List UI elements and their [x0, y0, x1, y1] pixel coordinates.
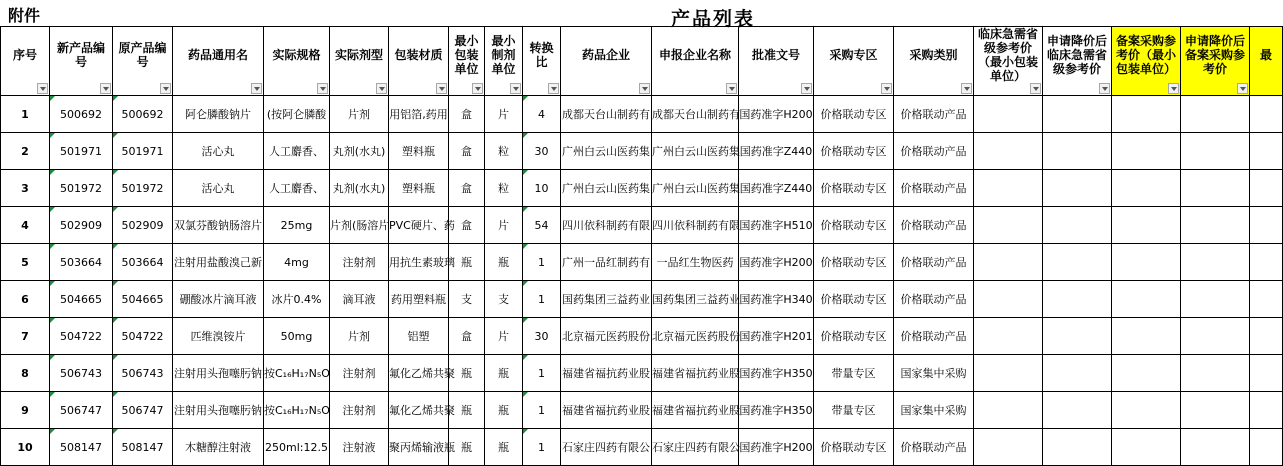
table-cell[interactable]: 北京福元医药股份	[561, 318, 652, 355]
filter-dropdown-icon[interactable]	[251, 83, 262, 94]
table-cell[interactable]: 氟化乙烯共聚	[389, 392, 449, 429]
table-cell[interactable]	[1043, 170, 1112, 207]
table-cell[interactable]: 503664	[113, 244, 173, 281]
header-row	[1, 27, 1283, 96]
header-cell: 备案采购参考价（最小包装单位）	[1112, 27, 1181, 96]
table-cell[interactable]: 盒	[449, 96, 485, 133]
table-cell[interactable]: 木糖醇注射液	[173, 429, 264, 466]
table-cell[interactable]: 价格联动产品	[894, 96, 974, 133]
table-cell[interactable]: 盒	[449, 207, 485, 244]
header-cell: 最小制剂单位	[485, 27, 523, 96]
table-cell[interactable]: 国药准字Z440	[739, 133, 814, 170]
table-cell[interactable]: 瓶	[485, 355, 523, 392]
header-cell: 药品企业	[561, 27, 652, 96]
table-cell[interactable]: 7	[1, 318, 50, 355]
table-cell[interactable]: 3	[1, 170, 50, 207]
table-row	[1, 281, 1283, 318]
table-row	[1, 244, 1283, 281]
table-cell[interactable]: PVC硬片、药	[389, 207, 449, 244]
table-cell[interactable]	[974, 244, 1043, 281]
table-cell[interactable]: 活心丸	[173, 133, 264, 170]
table-cell[interactable]: 双氯芬酸钠肠溶片	[173, 207, 264, 244]
table-cell[interactable]: 片剂	[330, 318, 389, 355]
table-cell[interactable]: 片剂	[330, 96, 389, 133]
table-cell[interactable]	[974, 281, 1043, 318]
table-cell[interactable]	[974, 392, 1043, 429]
filter-dropdown-icon[interactable]	[376, 83, 387, 94]
table-cell[interactable]: 片	[485, 96, 523, 133]
table-cell[interactable]: 冰片0.4%	[264, 281, 330, 318]
filter-dropdown-icon[interactable]	[1168, 83, 1179, 94]
table-cell[interactable]: 价格联动专区	[814, 133, 894, 170]
table-cell[interactable]	[1181, 170, 1250, 207]
table-cell[interactable]: 价格联动产品	[894, 207, 974, 244]
table-cell[interactable]	[1250, 133, 1283, 170]
table-cell[interactable]: 用铝箔,药用	[389, 96, 449, 133]
table-cell[interactable]: 2	[1, 133, 50, 170]
table-cell[interactable]: 石家庄四药有限公	[652, 429, 739, 466]
header-cell: 实际剂型	[330, 27, 389, 96]
table-cell[interactable]: 价格联动产品	[894, 429, 974, 466]
table-cell[interactable]: 注射用头孢噻肟钠	[173, 392, 264, 429]
table-cell[interactable]	[1112, 133, 1181, 170]
table-cell[interactable]	[1250, 96, 1283, 133]
table-cell[interactable]: 阿仑膦酸钠片	[173, 96, 264, 133]
table-cell[interactable]: 注射剂	[330, 355, 389, 392]
filter-dropdown-icon[interactable]	[548, 83, 559, 94]
table-cell[interactable]: 价格联动专区	[814, 170, 894, 207]
table-cell[interactable]: 国药准字H350	[739, 392, 814, 429]
table-row	[1, 207, 1283, 244]
filter-dropdown-icon[interactable]	[1099, 83, 1110, 94]
product-table	[0, 26, 1283, 466]
table-cell[interactable]	[1043, 96, 1112, 133]
table-cell[interactable]: 506747	[113, 392, 173, 429]
table-row	[1, 429, 1283, 466]
table-cell[interactable]: 粒	[485, 133, 523, 170]
table-cell[interactable]: 50mg	[264, 318, 330, 355]
table-cell[interactable]: 国药准字H201	[739, 318, 814, 355]
header-cell: 采购类别	[894, 27, 974, 96]
table-cell[interactable]: 1	[1, 96, 50, 133]
table-cell[interactable]: 粒	[485, 170, 523, 207]
table-cell[interactable]: 北京福元医药股份	[652, 318, 739, 355]
table-cell[interactable]: 国家集中采购	[894, 392, 974, 429]
table-cell[interactable]	[1181, 96, 1250, 133]
table-cell[interactable]	[974, 318, 1043, 355]
table-cell[interactable]: 250ml:12.5	[264, 429, 330, 466]
table-cell[interactable]: 501971	[50, 133, 113, 170]
table-cell[interactable]: 价格联动产品	[894, 133, 974, 170]
header-cell: 包装材质	[389, 27, 449, 96]
table-cell[interactable]	[974, 133, 1043, 170]
table-cell[interactable]: 四川依科制药有限	[561, 207, 652, 244]
table-cell[interactable]: 成都天台山制药有	[652, 96, 739, 133]
table-cell[interactable]: 人工麝香、	[264, 133, 330, 170]
table-cell[interactable]: 福建省福抗药业股	[561, 355, 652, 392]
table-cell[interactable]: 506743	[50, 355, 113, 392]
table-cell[interactable]: 国药准字Z440	[739, 170, 814, 207]
table-cell[interactable]: 药用塑料瓶	[389, 281, 449, 318]
header-cell: 新产品编号	[50, 27, 113, 96]
table-cell[interactable]: 4	[1, 207, 50, 244]
table-cell[interactable]: 瓶	[485, 429, 523, 466]
header-cell: 采购专区	[814, 27, 894, 96]
table-cell[interactable]: 504665	[50, 281, 113, 318]
table-cell[interactable]: 广州白云山医药集	[652, 133, 739, 170]
header-cell: 序号	[1, 27, 50, 96]
table-cell[interactable]: 价格联动产品	[894, 281, 974, 318]
table-cell[interactable]: 4mg	[264, 244, 330, 281]
table-cell[interactable]: 带量专区	[814, 355, 894, 392]
table-cell[interactable]	[974, 170, 1043, 207]
title-row	[0, 0, 1259, 30]
table-cell[interactable]: 25mg	[264, 207, 330, 244]
table-cell[interactable]: 508147	[50, 429, 113, 466]
table-cell[interactable]: 瓶	[449, 355, 485, 392]
table-cell[interactable]	[1112, 281, 1181, 318]
table-cell[interactable]: 瓶	[485, 244, 523, 281]
table-cell[interactable]	[1181, 429, 1250, 466]
filter-dropdown-icon[interactable]	[160, 83, 171, 94]
table-cell[interactable]	[974, 96, 1043, 133]
table-cell[interactable]: 塑料瓶	[389, 170, 449, 207]
header-cell: 申报企业名称	[652, 27, 739, 96]
table-cell[interactable]	[1181, 281, 1250, 318]
table-cell[interactable]: 501972	[50, 170, 113, 207]
table-cell[interactable]: 506747	[50, 392, 113, 429]
table-cell[interactable]: 广州白云山医药集	[652, 170, 739, 207]
table-cell[interactable]: 国药集团三益药业	[652, 281, 739, 318]
table-cell[interactable]	[1181, 133, 1250, 170]
table-cell[interactable]	[1250, 207, 1283, 244]
table-cell[interactable]: 价格联动专区	[814, 281, 894, 318]
table-cell[interactable]: 30	[523, 318, 561, 355]
table-cell[interactable]	[1181, 318, 1250, 355]
table-cell[interactable]: 瓶	[485, 392, 523, 429]
header-cell: 临床急需省级参考价（最小包装单位）	[974, 27, 1043, 96]
table-cell[interactable]: 注射剂	[330, 244, 389, 281]
table-cell[interactable]: 504722	[50, 318, 113, 355]
table-cell[interactable]: 10	[523, 170, 561, 207]
table-cell[interactable]: 盒	[449, 170, 485, 207]
table-cell[interactable]: 508147	[113, 429, 173, 466]
table-cell[interactable]: 瓶	[449, 244, 485, 281]
filter-dropdown-icon[interactable]	[726, 83, 737, 94]
table-cell[interactable]	[974, 207, 1043, 244]
table-cell[interactable]	[1250, 429, 1283, 466]
table-cell[interactable]: 盒	[449, 133, 485, 170]
table-cell[interactable]: 504722	[113, 318, 173, 355]
page-title: 产品列表	[671, 8, 756, 30]
table-cell[interactable]: 匹维溴铵片	[173, 318, 264, 355]
table-cell[interactable]: 价格联动专区	[814, 207, 894, 244]
table-row	[1, 170, 1283, 207]
table-cell[interactable]: 石家庄四药有限公	[561, 429, 652, 466]
table-cell[interactable]: 按C₁₆H₁₇N₅O	[264, 355, 330, 392]
table-cell[interactable]: 片	[485, 318, 523, 355]
filter-dropdown-icon[interactable]	[961, 83, 972, 94]
table-cell[interactable]: 9	[1, 392, 50, 429]
table-cell[interactable]: 502909	[50, 207, 113, 244]
header-cell: 原产品编号	[113, 27, 173, 96]
table-cell[interactable]: 国药准字H200	[739, 244, 814, 281]
filter-dropdown-icon[interactable]	[317, 83, 328, 94]
table-cell[interactable]	[1112, 207, 1181, 244]
table-cell[interactable]: 国药准字H200	[739, 429, 814, 466]
table-cell[interactable]: 国药准字H350	[739, 355, 814, 392]
table-cell[interactable]	[1043, 244, 1112, 281]
filter-dropdown-icon[interactable]	[510, 83, 521, 94]
table-cell[interactable]: 504665	[113, 281, 173, 318]
table-cell[interactable]: 1	[523, 355, 561, 392]
table-cell[interactable]: 500692	[113, 96, 173, 133]
table-cell[interactable]	[1043, 429, 1112, 466]
table-cell[interactable]: 注射剂	[330, 392, 389, 429]
filter-dropdown-icon[interactable]	[472, 83, 483, 94]
table-cell[interactable]: 人工麝香、	[264, 170, 330, 207]
table-cell[interactable]: 按C₁₆H₁₇N₅O	[264, 392, 330, 429]
header-cell: 药品通用名	[173, 27, 264, 96]
table-cell[interactable]: 塑料瓶	[389, 133, 449, 170]
table-cell[interactable]: 成都天台山制药有	[561, 96, 652, 133]
header-cell: 批准文号	[739, 27, 814, 96]
table-cell[interactable]: 国药准字H340	[739, 281, 814, 318]
table-cell[interactable]: 四川依科制药有限	[652, 207, 739, 244]
table-cell[interactable]	[1112, 170, 1181, 207]
filter-dropdown-icon[interactable]	[436, 83, 447, 94]
table-cell[interactable]: 注射用头孢噻肟钠	[173, 355, 264, 392]
table-cell[interactable]: 54	[523, 207, 561, 244]
table-cell[interactable]: 注射用盐酸溴己新	[173, 244, 264, 281]
table-cell[interactable]: 503664	[50, 244, 113, 281]
table-cell[interactable]: 注射液	[330, 429, 389, 466]
table-cell[interactable]	[1250, 355, 1283, 392]
table-cell[interactable]	[1181, 244, 1250, 281]
table-cell[interactable]	[1043, 281, 1112, 318]
table-cell[interactable]: 价格联动专区	[814, 244, 894, 281]
table-cell[interactable]: 硼酸冰片滴耳液	[173, 281, 264, 318]
table-cell[interactable]: 瓶	[449, 429, 485, 466]
table-cell[interactable]	[1181, 207, 1250, 244]
table-cell[interactable]: 聚丙烯输液瓶	[389, 429, 449, 466]
table-cell[interactable]	[974, 355, 1043, 392]
header-cell: 申请降价后备案采购参考价	[1181, 27, 1250, 96]
table-cell[interactable]: 氟化乙烯共聚	[389, 355, 449, 392]
table-cell[interactable]	[1250, 170, 1283, 207]
table-cell[interactable]: 国药准字H200	[739, 96, 814, 133]
filter-dropdown-icon[interactable]	[1237, 83, 1248, 94]
table-cell[interactable]	[1112, 355, 1181, 392]
header-cell: 最	[1250, 27, 1283, 96]
table-cell[interactable]: 瓶	[449, 392, 485, 429]
table-cell[interactable]: 福建省福抗药业股	[652, 355, 739, 392]
table-cell[interactable]	[1112, 392, 1181, 429]
table-cell[interactable]	[1043, 133, 1112, 170]
table-cell[interactable]: 带量专区	[814, 392, 894, 429]
table-cell[interactable]	[1250, 244, 1283, 281]
table-cell[interactable]: 6	[1, 281, 50, 318]
attachment-label: 附件	[8, 6, 41, 25]
table-cell[interactable]: 1	[523, 244, 561, 281]
table-cell[interactable]: 福建省福抗药业股	[561, 392, 652, 429]
table-cell[interactable]	[1112, 244, 1181, 281]
table-cell[interactable]: 价格联动专区	[814, 96, 894, 133]
table-row	[1, 133, 1283, 170]
table-cell[interactable]	[1112, 318, 1181, 355]
table-cell[interactable]: 501971	[113, 133, 173, 170]
filter-dropdown-icon[interactable]	[1030, 83, 1041, 94]
filter-dropdown-icon[interactable]	[37, 83, 48, 94]
table-cell[interactable]: 1	[523, 429, 561, 466]
table-cell[interactable]: 盒	[449, 318, 485, 355]
table-cell[interactable]: 500692	[50, 96, 113, 133]
table-cell[interactable]: 506743	[113, 355, 173, 392]
header-cell: 转换比	[523, 27, 561, 96]
table-cell[interactable]: 支	[449, 281, 485, 318]
header-cell: 最小包装单位	[449, 27, 485, 96]
table-cell[interactable]	[1112, 429, 1181, 466]
table-cell[interactable]: 501972	[113, 170, 173, 207]
table-cell[interactable]	[1043, 207, 1112, 244]
table-cell[interactable]: 广州一品红制药有	[561, 244, 652, 281]
table-cell[interactable]: 丸剂(水丸)	[330, 170, 389, 207]
header-cell: 申请降价后临床急需省级参考价	[1043, 27, 1112, 96]
table-cell[interactable]: 国药准字H510	[739, 207, 814, 244]
table-cell[interactable]: 国药集团三益药业	[561, 281, 652, 318]
filter-dropdown-icon[interactable]	[881, 83, 892, 94]
table-cell[interactable]	[1043, 318, 1112, 355]
table-cell[interactable]	[974, 429, 1043, 466]
table-cell[interactable]: 用抗生素玻璃	[389, 244, 449, 281]
table-cell[interactable]: 价格联动专区	[814, 429, 894, 466]
table-cell[interactable]: 国家集中采购	[894, 355, 974, 392]
table-cell[interactable]: 片	[485, 207, 523, 244]
table-cell[interactable]: 广州白云山医药集	[561, 133, 652, 170]
table-cell[interactable]: 价格联动产品	[894, 318, 974, 355]
table-cell[interactable]: 活心丸	[173, 170, 264, 207]
table-cell[interactable]	[1250, 392, 1283, 429]
filter-dropdown-icon[interactable]	[639, 83, 650, 94]
table-row	[1, 318, 1283, 355]
table-cell[interactable]: 30	[523, 133, 561, 170]
filter-dropdown-icon[interactable]	[100, 83, 111, 94]
table-cell[interactable]: 福建省福抗药业股	[652, 392, 739, 429]
table-cell[interactable]: 1	[523, 281, 561, 318]
table-cell[interactable]: 价格联动产品	[894, 170, 974, 207]
table-cell[interactable]: 价格联动产品	[894, 244, 974, 281]
table-cell[interactable]: 5	[1, 244, 50, 281]
table-cell[interactable]	[1112, 96, 1181, 133]
table-cell[interactable]: 一品红生物医药	[652, 244, 739, 281]
table-cell[interactable]	[1250, 281, 1283, 318]
table-row	[1, 355, 1283, 392]
table-cell[interactable]: 广州白云山医药集	[561, 170, 652, 207]
table-row	[1, 392, 1283, 429]
header-cell: 实际规格	[264, 27, 330, 96]
table-cell[interactable]	[1043, 355, 1112, 392]
table-cell[interactable]	[1181, 392, 1250, 429]
table-cell[interactable]: 支	[485, 281, 523, 318]
table-cell[interactable]	[1043, 392, 1112, 429]
table-cell[interactable]: 8	[1, 355, 50, 392]
table-cell[interactable]: 价格联动专区	[814, 318, 894, 355]
table-cell[interactable]	[1181, 355, 1250, 392]
table-cell[interactable]: (按阿仑膦酸	[264, 96, 330, 133]
table-cell[interactable]: 4	[523, 96, 561, 133]
filter-dropdown-icon[interactable]	[801, 83, 812, 94]
table-cell[interactable]: 1	[523, 392, 561, 429]
table-cell[interactable]: 10	[1, 429, 50, 466]
table-cell[interactable]	[1250, 318, 1283, 355]
table-cell[interactable]: 502909	[113, 207, 173, 244]
table-cell[interactable]: 铝塑	[389, 318, 449, 355]
table-cell[interactable]: 滴耳液	[330, 281, 389, 318]
table-cell[interactable]: 片剂(肠溶片	[330, 207, 389, 244]
table-row	[1, 96, 1283, 133]
table-cell[interactable]: 丸剂(水丸)	[330, 133, 389, 170]
